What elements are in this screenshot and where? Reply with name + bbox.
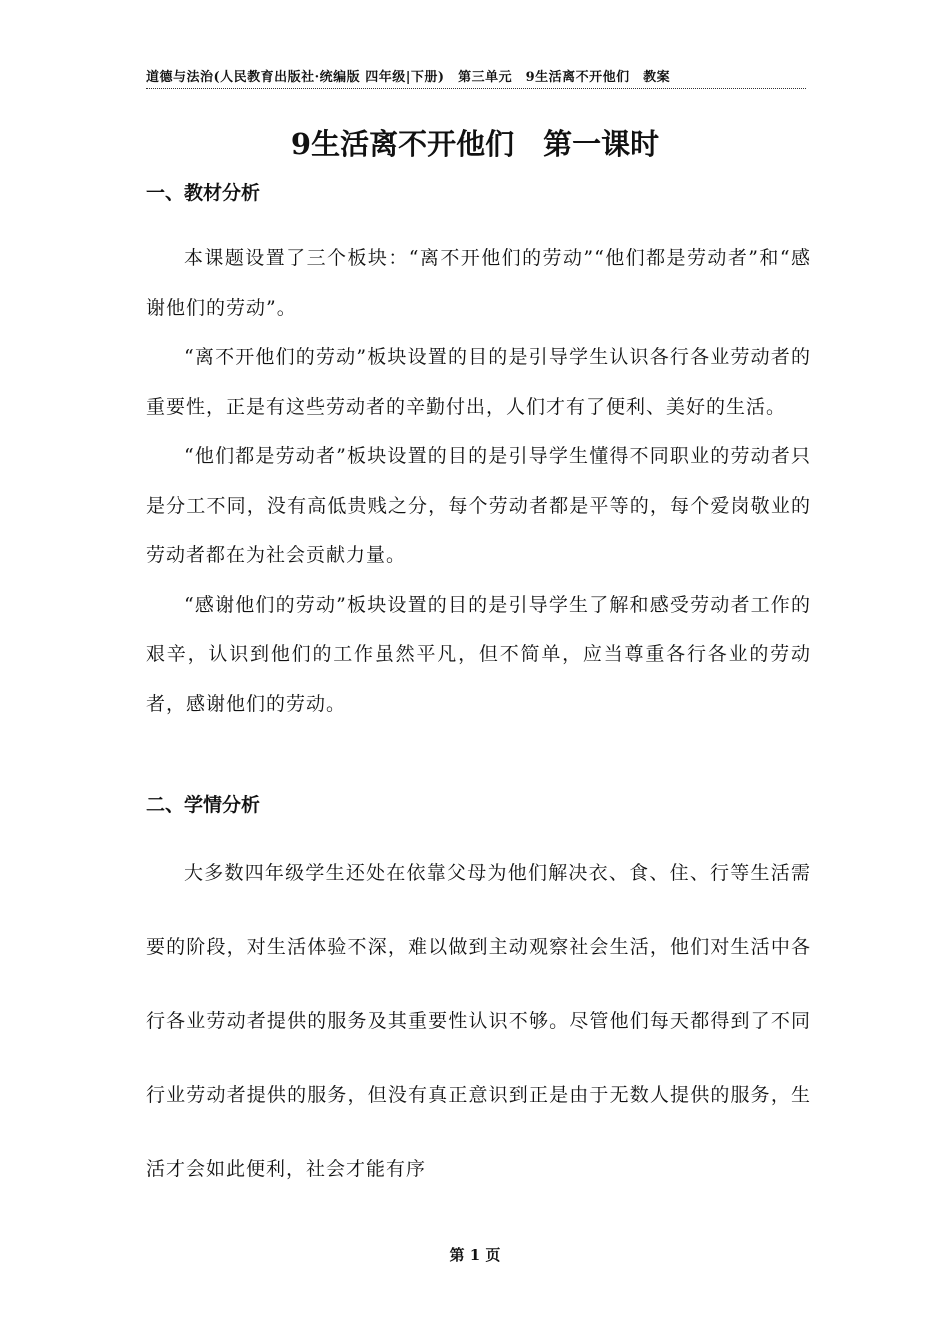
paragraph: “感谢他们的劳动”板块设置的目的是引导学生了解和感受劳动者工作的艰辛，认识到他们的工作虽然平凡，但不简单，应当尊重各行各业的劳动者，感谢他们的劳动。: [146, 593, 811, 715]
textbook-analysis-body: [146, 234, 811, 729]
section-heading-student-analysis: 二、学情分析: [146, 794, 261, 816]
paragraph: 大多数四年级学生还处在依靠父母为他们解决衣、食、住、行等生活需要的阶段，对生活体验不深，难以做到主动观察社会生活，他们对生活中各行各业劳动者提供的服务及其重要性认识不够。尽管他们每天都得到了不同行业劳动者提供的服务，但没有真正意识到正是由于无数人提供的服务，生活才会如此便利，社会才能有序: [146, 862, 811, 1180]
page-number: 第 1 页: [449, 1246, 501, 1264]
paragraph: “他们都是劳动者”板块设置的目的是引导学生懂得不同职业的劳动者只是分工不同，没有高低贵贱之分，每个劳动者都是平等的，每个爱岗敬业的劳动者都在为社会贡献力量。: [146, 445, 811, 566]
paragraph: 本课题设置了三个板块：“离不开他们的劳动”“他们都是劳动者”和“感谢他们的劳动”。: [146, 247, 811, 319]
student-analysis-body: [146, 836, 811, 1206]
paragraph: “离不开他们的劳动”板块设置的目的是引导学生认识各行各业劳动者的重要性，正是有这些劳动者的辛勤付出，人们才有了便利、美好的生活。: [146, 346, 811, 418]
running-header: 道德与法治(人民教育出版社·统编版 四年级|下册) 第三单元 9生活离不开他们 教案: [146, 66, 806, 89]
page-title: 9生活离不开他们 第一课时: [290, 127, 660, 161]
section-heading-textbook-analysis: 一、教材分析: [146, 182, 261, 204]
